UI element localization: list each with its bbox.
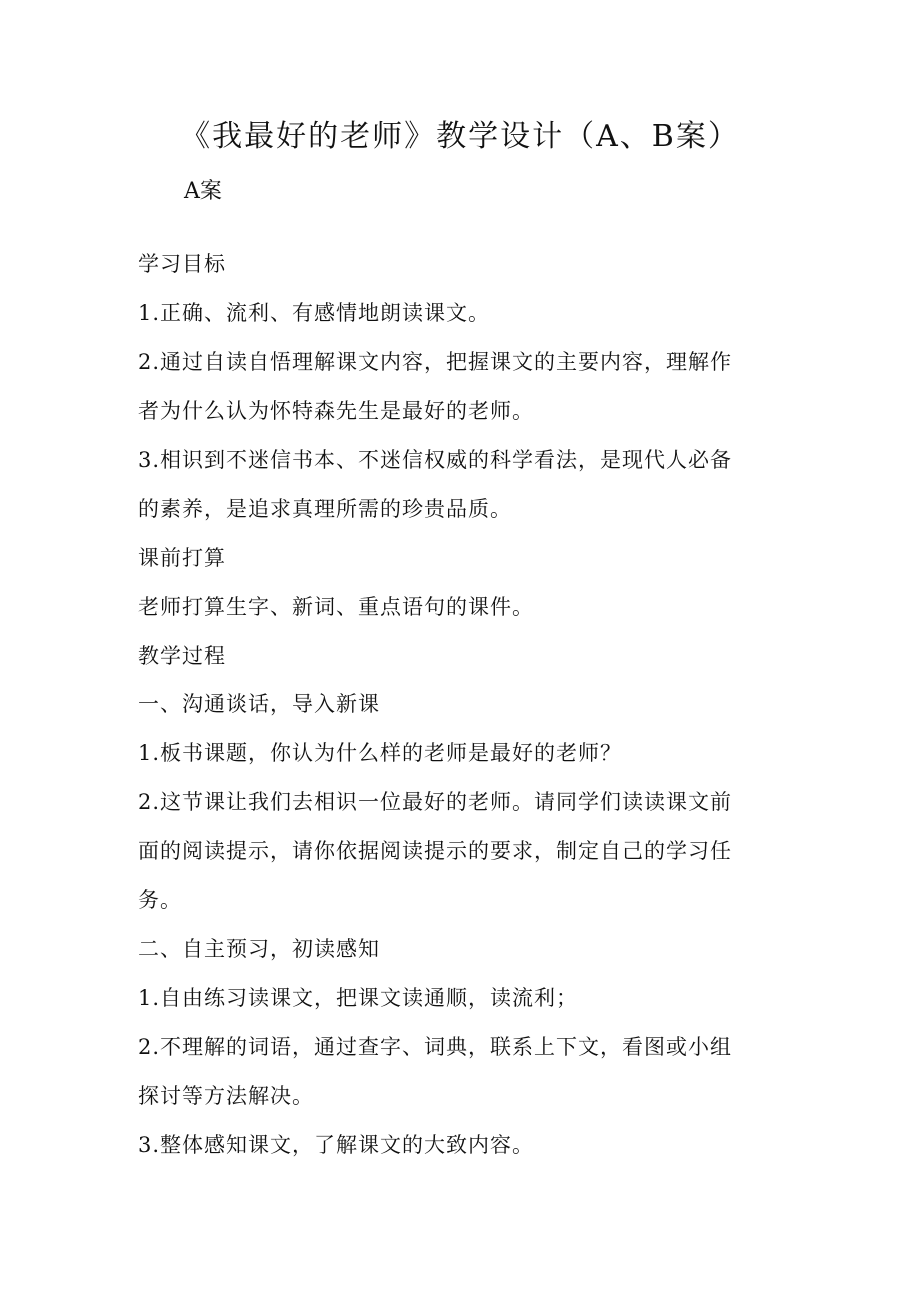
plan-a-heading: A案 [184, 179, 222, 204]
section-heading-process: 教学过程 [138, 644, 226, 668]
step-1-item-1: 1.板书课题，你认为什么样的老师是最好的老师？ [138, 741, 623, 765]
step-2-item-2-cont: 探讨等方法解决。 [138, 1084, 314, 1108]
goal-item-3-cont: 的素养，是追求真理所需的珍贵品质。 [138, 497, 512, 521]
preparation-text: 老师打算生字、新词、重点语句的课件。 [138, 595, 534, 619]
step-2-item-1: 1.自由练习读课文，把课文读通顺，读流利； [138, 986, 579, 1010]
goal-item-2-cont: 者为什么认为怀特森先生是最好的老师。 [138, 399, 534, 423]
step-1-item-2-cont: 面的阅读提示，请你依据阅读提示的要求，制定自己的学习任 [138, 839, 732, 863]
goal-item-3: 3.相识到不迷信书本、不迷信权威的科学看法，是现代人必备 [138, 448, 733, 472]
step-1-item-2-cont2: 务。 [138, 888, 182, 912]
step-2-item-3: 3.整体感知课文，了解课文的大致内容。 [138, 1133, 535, 1157]
document-title: 《我最好的老师》教学设计（A、B案） [180, 119, 740, 154]
step-2-item-2: 2.不理解的词语，通过查字、词典，联系上下文，看图或小组 [138, 1035, 733, 1059]
goal-item-2: 2.通过自读自悟理解课文内容，把握课文的主要内容，理解作 [138, 350, 733, 374]
process-step-1-heading: 一、沟通谈话，导入新课 [138, 692, 380, 716]
process-step-2-heading: 二、自主预习，初读感知 [138, 937, 380, 961]
step-1-item-2: 2.这节课让我们去相识一位最好的老师。请同学们读读课文前 [138, 790, 733, 814]
section-heading-learning-goals: 学习目标 [138, 252, 226, 276]
section-heading-preparation: 课前打算 [138, 546, 226, 570]
goal-item-1: 1.正确、流利、有感情地朗读课文。 [138, 301, 491, 325]
